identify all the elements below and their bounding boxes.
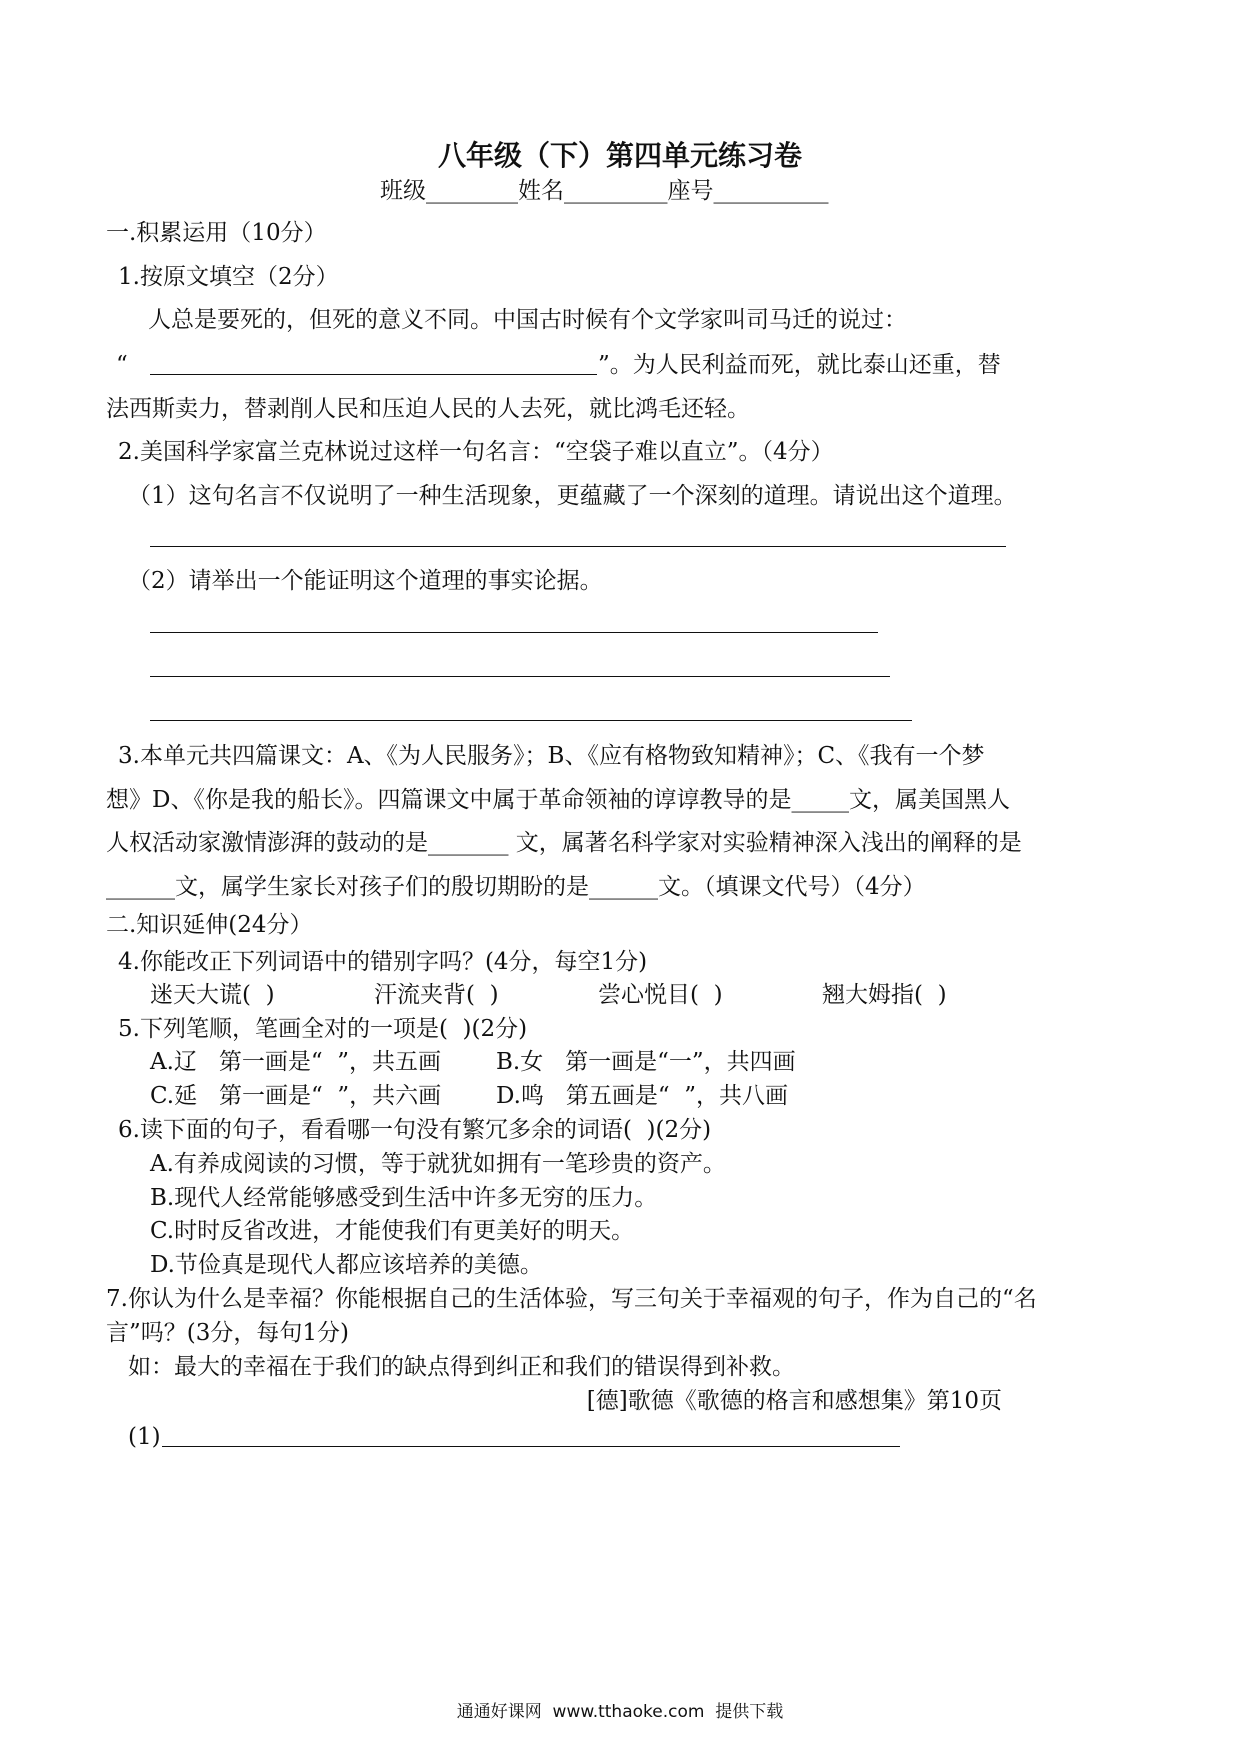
q2-sub2: （2）请举出一个能证明这个道理的事实论据。 — [128, 568, 603, 594]
q5-option-a: A.辽 第一画是“ ”，共五画 — [150, 1049, 441, 1075]
q7-line2: 言”吗？(3分，每句1分) — [106, 1320, 349, 1346]
q3-line1: 3.本单元共四篇课文：A、《为人民服务》；B、《应有格物致知精神》；C、《我有一个梦 — [118, 743, 985, 769]
q5-option-c: C.延 第一画是“ ”，共六画 — [150, 1083, 442, 1109]
q4-item-4: 翘大姆指( ) — [822, 982, 947, 1008]
q4-item-3: 尝心悦目( ) — [598, 982, 723, 1008]
q2-sub2-answer-line-1[interactable] — [150, 632, 878, 633]
q2-sub2-answer-line-3[interactable] — [150, 720, 912, 721]
q3-line4: ______文，属学生家长对孩子们的殷切期盼的是______文。（填课文代号）（4分） — [106, 874, 926, 900]
q3-line3: 人权活动家激情澎湃的鼓动的是_______ 文，属著名科学家对实验精神深入浅出的阐释的是 — [106, 830, 1022, 856]
section2-heading: 二.知识延伸(24分） — [106, 912, 313, 938]
q6-label: 6.读下面的句子，看看哪一句没有繁冗多余的词语( )(2分) — [118, 1117, 712, 1143]
q1-line3: 法西斯卖力，替剥削人民和压迫人民的人去死，就比鸿毛还轻。 — [106, 396, 750, 422]
q7-example: 如：最大的幸福在于我们的缺点得到纠正和我们的错误得到补救。 — [128, 1354, 795, 1380]
q1-answer-blank[interactable] — [150, 374, 597, 375]
q4-label: 4.你能改正下列词语中的错别字吗？(4分，每空1分) — [118, 949, 648, 975]
q1-open-quote: “ — [116, 352, 128, 378]
q2-sub2-answer-line-2[interactable] — [150, 676, 890, 677]
q5-option-d: D.鸣 第五画是“ ”，共八画 — [496, 1083, 789, 1109]
q6-option-b: B.现代人经常能够感受到生活中许多无穷的压力。 — [150, 1185, 658, 1211]
q4-item-2: 汗流夹背( ) — [374, 982, 499, 1008]
section1-heading: 一.积累运用（10分） — [106, 220, 327, 246]
q2-sub1: （1）这句名言不仅说明了一种生活现象，更蕴藏了一个深刻的道理。请说出这个道理。 — [128, 483, 1017, 509]
q2-sub1-answer-line[interactable] — [150, 546, 1006, 547]
q2-label: 2.美国科学家富兰克林说过这样一句名言：“空袋子难以直立”。（4分） — [118, 439, 834, 465]
q7-answer1-label: (1) — [128, 1424, 161, 1450]
header-name-line: 班级________姓名_________座号__________ — [380, 178, 829, 204]
q6-option-c: C.时时反省改进，才能使我们有更美好的明天。 — [150, 1218, 635, 1244]
q7-example-source: [德]歌德《歌德的格言和感想集》第10页 — [586, 1388, 1002, 1414]
q1-intro: 人总是要死的，但死的意义不同。中国古时候有个文学家叫司马迁的说过： — [148, 307, 907, 333]
page-title: 八年级（下）第四单元练习卷 — [437, 139, 802, 172]
q6-option-a: A.有养成阅读的习惯，等于就犹如拥有一笔珍贵的资产。 — [150, 1151, 726, 1177]
q5-label: 5.下列笔顺，笔画全对的一项是( )(2分) — [118, 1016, 528, 1042]
q7-answer1-line[interactable] — [162, 1446, 900, 1447]
q1-label: 1.按原文填空（2分） — [118, 264, 339, 290]
q5-option-b: B.女 第一画是“一”，共四画 — [496, 1049, 796, 1075]
footer-credit: 通通好课网 www.tthaoke.com 提供下载 — [456, 1702, 784, 1722]
q6-option-d: D.节俭真是现代人都应该培养的美德。 — [150, 1252, 543, 1278]
q4-item-1: 迷天大谎( ) — [150, 982, 275, 1008]
q7-line1: 7.你认为什么是幸福？你能根据自己的生活体验，写三句关于幸福观的句子，作为自己的“名 — [106, 1286, 1037, 1312]
q1-close-text: ”。为人民利益而死，就比泰山还重，替 — [598, 352, 1001, 378]
q3-line2: 想》D、《你是我的船长》。四篇课文中属于革命领袖的谆谆教导的是_____文，属美国黑人 — [106, 787, 1010, 813]
